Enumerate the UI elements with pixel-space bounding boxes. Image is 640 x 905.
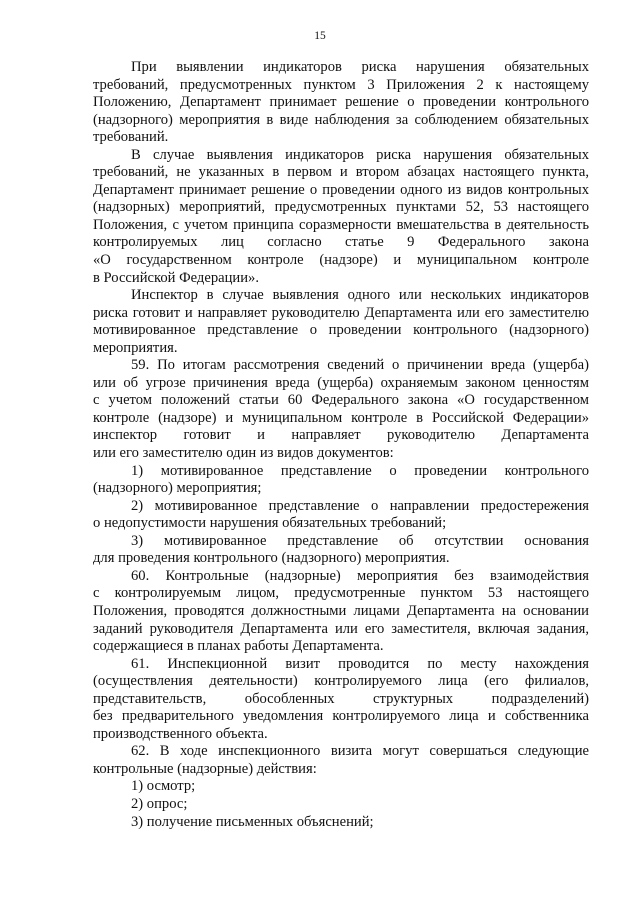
text-line: в Российской Федерации». (93, 269, 259, 286)
text-line: мероприятия. (93, 339, 178, 356)
text-line: (надзорного) мероприятия в виде наблюдения за соблюдением обязательных (93, 111, 589, 128)
text-line: без предварительного уведомления контролируемого лица и собственника (93, 708, 589, 725)
text-line: Инспектор в случае выявления одного или нескольких индикаторов (131, 287, 589, 304)
text-line: контроле (надзоре) и муниципальном контроле в Российской Федерации» (93, 409, 589, 426)
text-line: 61. Инспекционной визит проводится по месту нахождения (131, 655, 589, 672)
text-line: заданий руководителя Департамента или его заместителя, включая задания, (93, 620, 589, 637)
text-line: «О государственном контроле (надзоре) и муниципальном контроле (93, 252, 589, 269)
text-line: требований, предусмотренных пунктом 3 Приложения 2 к настоящему (93, 76, 589, 93)
text-line: Положения, проводятся должностными лицами Департамента на основании (93, 602, 589, 619)
page-number: 15 (314, 30, 326, 42)
text-line: 60. Контрольные (надзорные) мероприятия без взаимодействия (131, 567, 589, 584)
text-line: Положения, с учетом принципа соразмерности вмешательства в деятельность (93, 216, 589, 233)
text-line: содержащиеся в планах работы Департамента. (93, 638, 384, 655)
text-line: Положению, Департамент принимает решение о проведении контрольного (93, 94, 589, 111)
text-line: (надзорных) мероприятий, предусмотренных пунктами 52, 53 настоящего (93, 199, 589, 216)
text-line: 59. По итогам рассмотрения сведений о причинении вреда (ущерба) (131, 357, 589, 374)
text-line: или об угрозе причинения вреда (ущерба) охраняемым законом ценностям (93, 374, 589, 391)
text-line: контрольные (надзорные) действия: (93, 760, 317, 777)
text-line: с контролируемым лицом, предусмотренные пунктом 53 настоящего (93, 585, 589, 602)
text-line: 2) мотивированное представление о направлении предостережения (131, 497, 589, 514)
text-line: Департамент принимает решение о проведении одного из видов контрольных (93, 181, 589, 198)
text-line: 3) получение письменных объяснений; (131, 813, 374, 830)
text-line: (надзорного) мероприятия; (93, 480, 262, 497)
text-line: инспектор готовит и направляет руководителю Департамента (93, 427, 589, 444)
text-line: 1) мотивированное представление о проведении контрольного (131, 462, 589, 479)
text-line: требований. (93, 129, 169, 146)
text-line: производственного объекта. (93, 725, 268, 742)
text-line: риска готовит и направляет руководителю Департамента или его заместителю (93, 304, 589, 321)
text-line: контролируемых лиц согласно статье 9 Федерального закона (93, 234, 589, 251)
text-line: для проведения контрольного (надзорного) мероприятия. (93, 550, 450, 567)
text-line: 62. В ходе инспекционного визита могут совершаться следующие (131, 743, 589, 760)
document-body (93, 59, 589, 831)
text-line: или его заместителю один из видов документов: (93, 445, 394, 462)
text-line: (осуществления деятельности) контролируемого лица (его филиалов, (93, 673, 589, 690)
text-line: о недопустимости нарушения обязательных требований; (93, 515, 447, 532)
text-line: 3) мотивированное представление об отсутствии основания (131, 532, 589, 549)
text-line: требований, не указанных в первом и втором абзацах настоящего пункта, (93, 164, 589, 181)
text-line: с учетом положений статьи 60 Федерального закона «О государственном (93, 392, 589, 409)
text-line: В случае выявления индикаторов риска нарушения обязательных (131, 146, 589, 163)
text-line: 1) осмотр; (131, 778, 196, 795)
text-line: мотивированное представление о проведении контрольного (надзорного) (93, 322, 589, 339)
text-line: 2) опрос; (131, 795, 188, 812)
text-line: представительств, обособленных структурных подразделений) (93, 690, 589, 707)
text-line: При выявлении индикаторов риска нарушения обязательных (131, 59, 589, 75)
